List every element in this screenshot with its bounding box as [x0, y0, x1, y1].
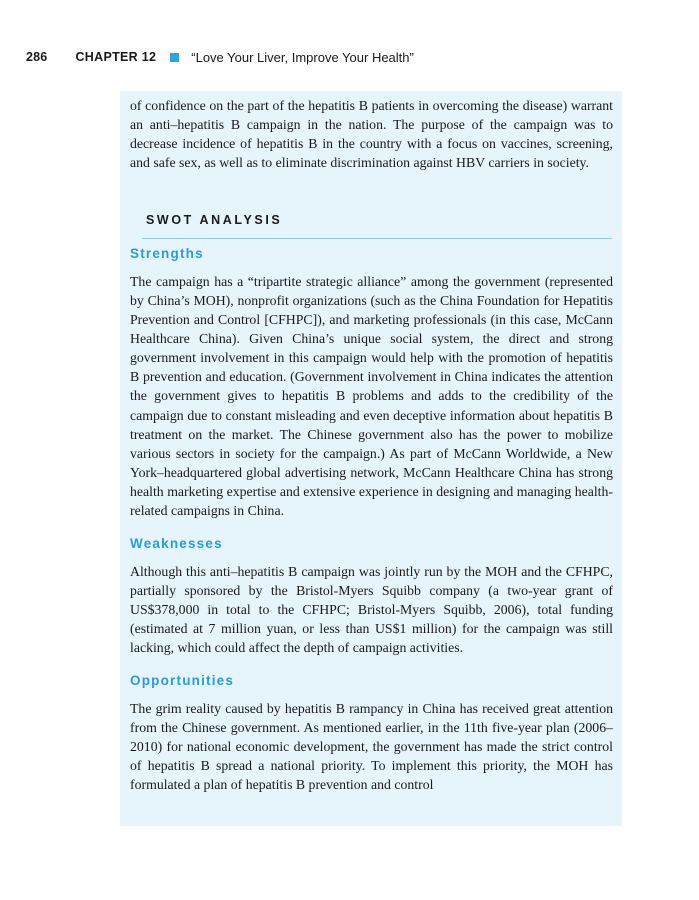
square-bullet-icon: [170, 53, 179, 62]
subhead-weaknesses: Weaknesses: [130, 535, 223, 551]
weaknesses-paragraph: Although this anti–hepatitis B campaign was jointly run by the MOH and the CFHPC, partially sponsored by the Bristol-Myers Squibb company (a two-year grant of US$378,000 in total to the CFHPC; Bristol-Myers Squibb, 2006), total funding (estimated at 7 million yuan, or less than US$1 million) for the campaign was still lacking, which could affect the depth of campaign activities.: [130, 563, 613, 655]
section-title: SWOT ANALYSIS: [146, 213, 283, 228]
chapter-title: “Love Your Liver, Improve Your Health”: [191, 49, 414, 65]
subhead-opportunities: Opportunities: [130, 673, 235, 689]
box-content: [130, 96, 613, 794]
page-number: 286: [26, 50, 48, 64]
strengths-paragraph: The campaign has a “tripartite strategic alliance” among the government (represented by China’s MOH), nonprofit organizations (such as the China Foundation for Hepatitis Prevention and Control [CFHPC]), and marketing professionals (in this case, McCann Healthcare China). Given China’s unique social system, the direct and strong government involvement in this campaign would help with the promotion of hepatitis B prevention and education. (Government involvement in China indicates the attention the government gives to hepatitis B problems and adds to the credibility of the campaign due to constant misleading and even deceptive information about hepatitis B treatment on the market. The Chinese government also has the power to mobilize various sectors in society for the campaign.) As part of McCann Worldwide, a New York–headquartered global advertising network, McCann Healthcare China has strong health marketing expertise and extensive experience in designing and managing health-related campaigns in China.: [130, 274, 613, 518]
running-head: [26, 47, 414, 67]
chapter-label: CHAPTER 12: [75, 50, 157, 64]
opportunities-paragraph: The grim reality caused by hepatitis B rampancy in China has received great attention from the Chinese government. As mentioned earlier, in the 11th five-year plan (2006–2010) for national economic development, the government has made the strict control of hepatitis B spread a national priority. To implement this priority, the MOH has formulated a plan of hepatitis B prevention and control: [130, 701, 613, 793]
intro-paragraph: of confidence on the part of the hepatitis B patients in overcoming the disease) warrant an anti–hepatitis B campaign in the nation. The purpose of the campaign was to decrease incidence of hepatitis B in the country with a focus on vaccines, screening, and safe sex, as well as to eliminate discrimination against HBV carriers in society.: [130, 98, 613, 171]
subhead-strengths: Strengths: [130, 246, 204, 262]
